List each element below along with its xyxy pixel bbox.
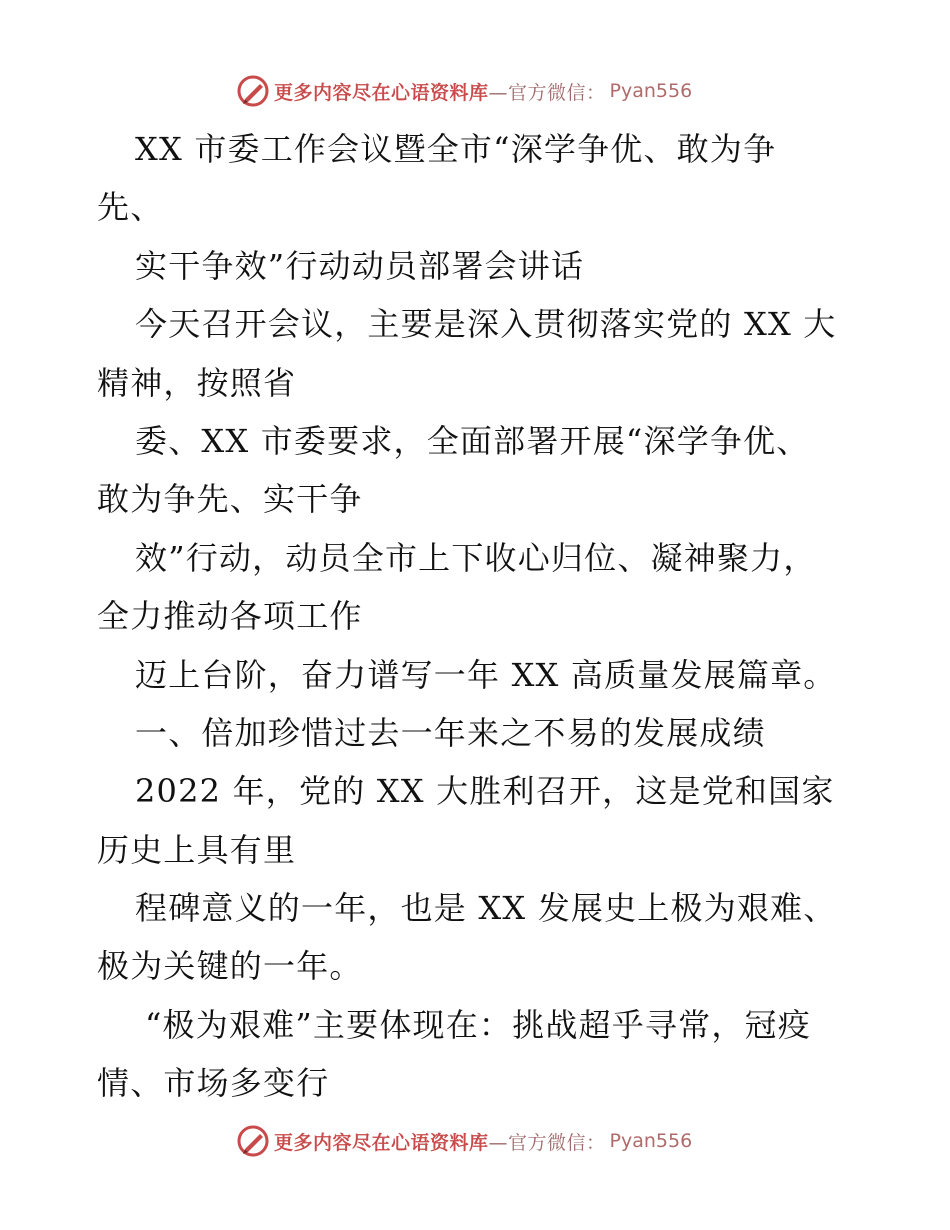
paragraph-line: 情、市场多变行 — [97, 1064, 330, 1103]
paragraph-line: 委、XX 市委要求，全面部署开展“深学争优、 — [135, 421, 810, 460]
pen-logo-icon — [236, 1124, 270, 1158]
title-line-3: 实干争效”行动动员部署会讲话 — [135, 246, 585, 285]
paragraph-line: 效”行动，动员全市上下收心归位、凝神聚力， — [135, 538, 817, 577]
paragraph-line: 精神，按照省 — [97, 363, 297, 402]
paragraph-line: 迈上台阶，奋力谱写一年 XX 高质量发展篇章。 — [135, 655, 837, 694]
paragraph-line: 敢为争先、实干争 — [97, 480, 363, 519]
header-watermark — [236, 74, 692, 108]
footer-watermark — [236, 1124, 692, 1158]
watermark-id-text: Pyan556 — [609, 1130, 693, 1152]
watermark-main-text: 更多内容尽在心语资料库 — [274, 1131, 489, 1154]
paragraph-line: “极为艰难”主要体现在：挑战超乎寻常，冠疫 — [145, 1005, 811, 1044]
title-line-2: 先、 — [97, 188, 164, 227]
watermark-sub-text: —官方微信： — [488, 1131, 606, 1154]
paragraph-line: 极为关键的一年。 — [97, 947, 363, 986]
paragraph-line: 2022 年，党的 XX 大胜利召开，这是党和国家 — [135, 772, 835, 811]
paragraph-line: 程碑意义的一年，也是 XX 发展史上极为艰难、 — [135, 889, 837, 928]
pen-logo-icon — [236, 74, 270, 108]
document-body — [97, 120, 887, 1113]
section-heading: 一、倍加珍惜过去一年来之不易的发展成绩 — [135, 713, 766, 752]
watermark-sub-text: —官方微信： — [488, 81, 606, 104]
paragraph-line: 全力推动各项工作 — [97, 597, 363, 636]
watermark-id-text: Pyan556 — [609, 80, 693, 102]
title-line-1: XX 市委工作会议暨全市“深学争优、敢为争 — [135, 130, 777, 168]
paragraph-line: 今天召开会议，主要是深入贯彻落实党的 XX 大 — [135, 305, 837, 344]
paragraph-line: 历史上具有里 — [97, 830, 297, 869]
watermark-main-text: 更多内容尽在心语资料库 — [274, 81, 489, 104]
